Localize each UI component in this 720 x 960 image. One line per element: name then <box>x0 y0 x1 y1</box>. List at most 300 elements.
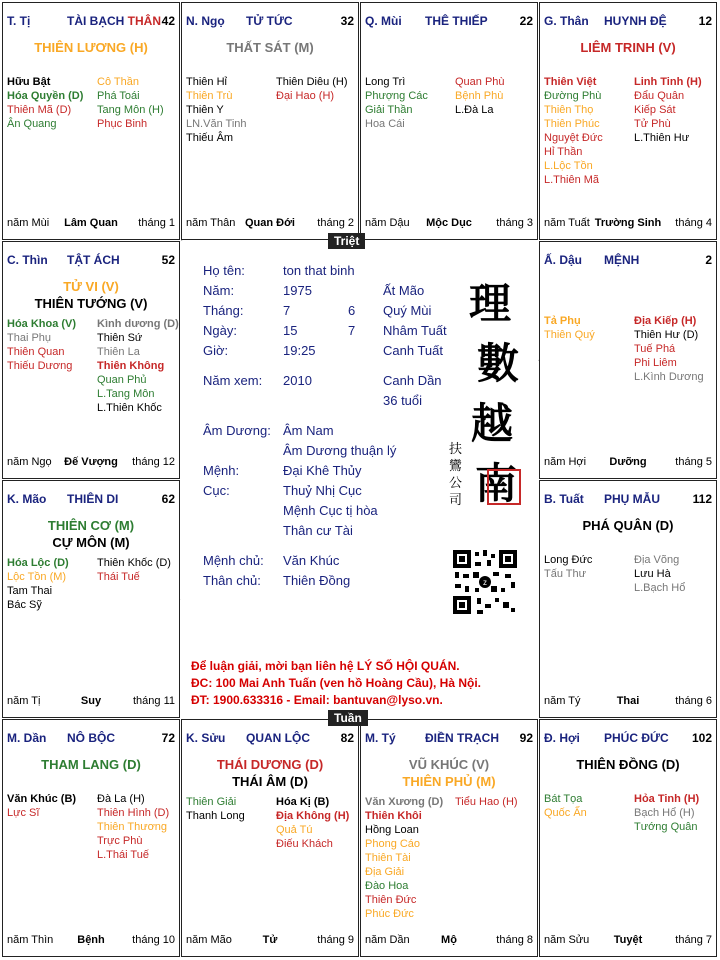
minor-star: Thiên Đức <box>365 894 417 906</box>
palace-suu[interactable] <box>181 719 359 957</box>
minor-star: Địa Kiếp (H) <box>634 315 697 327</box>
minor-star: Long Đức <box>544 554 593 566</box>
palace-number: 12 <box>698 14 712 28</box>
minor-star: Hóa Kị (B) <box>276 796 330 808</box>
contact-line-1: Để luận giải, mời bạn liên hệ LÝ SỐ HỘI QUÁN. <box>191 659 460 673</box>
minor-stars-left <box>544 792 587 820</box>
month-lunar: 6 <box>348 303 356 318</box>
palace-year: năm Hợi <box>544 456 587 468</box>
minor-star: Hóa Lộc (D) <box>7 557 69 569</box>
minor-star: Thiên Tài <box>365 852 411 864</box>
contact-line-2: ĐC: 100 Mai Anh Tuấn (ven hồ Hoàng Cầu), Hà Nội. <box>191 676 482 690</box>
palace-extra: THÂN <box>127 14 161 28</box>
minor-star: Lực Sĩ <box>7 807 40 819</box>
minor-star: Đường Phù <box>544 90 602 102</box>
palace-footer <box>544 456 712 470</box>
palace-footer <box>365 934 533 948</box>
minor-star: Thiên Hư (D) <box>634 329 699 341</box>
minor-star: Thiên Hình (D) <box>97 807 170 819</box>
minor-stars-left <box>7 75 83 131</box>
minor-star: Tấu Thư <box>544 568 587 580</box>
palace-dan[interactable] <box>2 719 180 957</box>
palace-number: 82 <box>340 731 354 745</box>
palace-title: TÀI BẠCH <box>67 14 125 28</box>
palace-dau[interactable] <box>539 241 717 479</box>
minor-star: Bát Tọa <box>544 793 583 805</box>
minor-stars-right <box>634 75 702 145</box>
contact-line-3: ĐT: 1900.633316 - Email: bantuvan@lyso.vn. <box>191 693 443 707</box>
minor-star: Thiên Trù <box>186 90 233 102</box>
minor-star: Lưu Hà <box>634 568 671 580</box>
hour-value: 19:25 <box>283 343 316 358</box>
palace-header <box>365 731 533 747</box>
tuan-badge: Tuần <box>328 710 368 726</box>
palace-month: tháng 1 <box>138 217 175 229</box>
minor-star: Thiên Diêu (H) <box>276 76 348 88</box>
palace-hoi[interactable] <box>539 719 717 957</box>
palace-month: tháng 8 <box>496 934 533 946</box>
minor-star: Tuế Phá <box>634 343 676 355</box>
minor-stars-left <box>7 556 69 612</box>
palace-header <box>186 731 354 747</box>
palace-month: tháng 2 <box>317 217 354 229</box>
menh-chu-label: Mệnh chủ: <box>203 553 264 568</box>
palace-title: TỬ TỨC <box>246 14 293 28</box>
palace-number: 2 <box>705 253 712 267</box>
minor-stars-right <box>97 792 169 862</box>
palace-branch: C. Thìn <box>7 253 48 267</box>
palace-name <box>67 492 118 506</box>
palace-name <box>67 253 120 267</box>
palace-number: 112 <box>692 492 712 506</box>
minor-star: Nguyệt Đức <box>544 132 603 144</box>
minor-star: L.Thiên Mã <box>544 174 600 186</box>
palace-header <box>544 731 712 747</box>
year-label: Năm: <box>203 283 235 298</box>
palace-number: 22 <box>519 14 533 28</box>
palace-year: năm Ngọ <box>7 456 52 468</box>
seal-icon <box>487 469 521 505</box>
minor-star: Thiên La <box>97 346 140 358</box>
cuc-label: Cục: <box>203 483 230 498</box>
minor-star: Thai Phụ <box>7 332 52 344</box>
palace-life-stage: Thai <box>616 695 640 707</box>
palace-branch: B. Tuất <box>544 492 584 506</box>
minor-star: Thiên Y <box>186 104 224 116</box>
month-can: Quý Mùi <box>383 303 432 318</box>
palace-footer <box>7 695 175 709</box>
main-star: THIÊN PHỦ (M) <box>402 774 496 789</box>
minor-star: Ân Quang <box>7 118 57 130</box>
palace-header <box>7 492 175 508</box>
palace-month: tháng 9 <box>317 934 354 946</box>
palace-name <box>246 14 293 28</box>
palace-footer <box>7 456 175 470</box>
minor-star: Thiên Thương <box>97 821 168 833</box>
palace-branch: T. Tị <box>7 14 31 28</box>
minor-star: Tiểu Hao (H) <box>455 796 518 808</box>
minor-star: Phúc Đức <box>365 908 414 920</box>
palace-header <box>544 14 712 30</box>
main-star: CỰ MÔN (M) <box>52 535 130 550</box>
minor-star: Thiên Khôi <box>365 810 422 822</box>
minor-star: Quốc Ấn <box>544 807 587 819</box>
palace-header <box>7 14 175 30</box>
palace-month: tháng 5 <box>675 456 712 468</box>
main-star: THAM LANG (D) <box>41 757 141 772</box>
minor-star: LN.Văn Tinh <box>186 118 247 130</box>
minor-stars-left <box>544 314 595 342</box>
main-star: LIÊM TRINH (V) <box>580 40 676 55</box>
palace-number: 62 <box>161 492 175 506</box>
amduong-value: Âm Nam <box>283 423 334 438</box>
palace-year: năm Tị <box>7 695 41 707</box>
minor-star: L.Tang Môn <box>97 388 155 400</box>
palace-header <box>7 731 175 747</box>
minor-stars-right <box>97 317 179 415</box>
minor-star: Thiên Giải <box>186 796 237 808</box>
minor-star: L.Thái Tuế <box>97 849 149 861</box>
minor-stars-right <box>455 795 518 809</box>
palace-footer <box>544 934 712 948</box>
palace-month: tháng 12 <box>132 456 175 468</box>
minor-star: Đại Hao (H) <box>276 90 335 102</box>
palace-month: tháng 3 <box>496 217 533 229</box>
than-chu-label: Thân chủ: <box>203 573 261 588</box>
palace-title: QUAN LỘC <box>246 731 310 745</box>
palace-life-stage: Dưỡng <box>609 456 647 468</box>
palace-name <box>604 492 660 506</box>
palace-year: năm Sửu <box>544 934 590 946</box>
palace-name <box>604 731 669 745</box>
main-star: THIÊN CƠ (M) <box>47 518 135 533</box>
minor-star: Thiên Hỉ <box>186 76 227 88</box>
amduong-value-2: Âm Dương thuận lý <box>283 443 397 458</box>
main-star: THÁI ÂM (D) <box>232 774 308 789</box>
minor-star: Trực Phù <box>97 835 143 847</box>
palace-life-stage: Mộc Dục <box>426 217 472 229</box>
palace-number: 32 <box>340 14 354 28</box>
palace-footer <box>7 934 175 948</box>
minor-stars-left <box>544 75 603 187</box>
palace-year: năm Tuất <box>544 217 590 229</box>
minor-star: Phục Binh <box>97 118 148 130</box>
palace-year: năm Dậu <box>365 217 410 229</box>
hour-label: Giờ: <box>203 343 229 358</box>
minor-star: L.Lộc Tồn <box>544 160 593 172</box>
palace-header <box>186 14 354 30</box>
palace-life-stage: Tử <box>262 934 278 946</box>
palace-month: tháng 4 <box>675 217 712 229</box>
minor-star: Hóa Khoa (V) <box>7 318 77 330</box>
minor-stars-left <box>186 795 245 823</box>
minor-stars-left <box>365 795 443 921</box>
palace-life-stage: Mộ <box>441 934 457 946</box>
view-year-value: 2010 <box>283 373 312 388</box>
minor-stars-left <box>365 75 428 131</box>
palace-ty[interactable] <box>360 719 538 957</box>
minor-star: Long Trì <box>365 76 406 88</box>
svg-text:z: z <box>483 578 487 587</box>
minor-star: Thái Tuế <box>97 571 140 583</box>
minor-star: Cô Thần <box>97 76 139 88</box>
palace-life-stage: Đế Vượng <box>64 456 118 468</box>
minor-star: Thiên Khốc (D) <box>97 557 171 569</box>
minor-stars-right <box>276 795 349 851</box>
minor-stars-left <box>7 792 76 820</box>
minor-star: Thiếu Dương <box>7 360 73 372</box>
main-stars <box>182 39 358 56</box>
minor-star: Thiên Thọ <box>544 104 594 116</box>
palace-number: 42 <box>161 14 175 28</box>
palace-title: THÊ THIẾP <box>425 14 488 28</box>
palace-mui[interactable] <box>360 2 538 240</box>
palace-title: THIÊN DI <box>67 492 119 506</box>
minor-star: Đà La (H) <box>97 793 145 805</box>
minor-star: Phá Toái <box>97 90 140 102</box>
logo-char-1: 理 <box>469 279 512 328</box>
palace-title: NÔ BỘC <box>67 731 115 745</box>
day-lunar: 7 <box>348 323 356 338</box>
minor-star: Hỏa Tinh (H) <box>634 793 700 805</box>
cuc-value-3: Thân cư Tài <box>283 523 353 538</box>
year-value: 1975 <box>283 283 312 298</box>
palace-than[interactable] <box>539 2 717 240</box>
main-stars <box>3 39 179 56</box>
minor-star: Thiên Sứ <box>97 332 143 344</box>
palace-life-stage: Quan Đới <box>245 217 295 229</box>
logo-char-3: 越 <box>471 399 514 448</box>
palace-year: năm Tý <box>544 695 581 707</box>
palace-thin[interactable] <box>2 241 180 479</box>
palace-number: 92 <box>519 731 533 745</box>
minor-star: L.Đà La <box>455 104 494 116</box>
minor-star: Kình dương (D) <box>97 318 179 330</box>
minor-star: L.Thiên Khốc <box>97 402 162 414</box>
palace-branch: Đ. Hợi <box>544 731 580 745</box>
minor-stars-right <box>97 556 171 584</box>
palace-branch: Q. Mùi <box>365 14 402 28</box>
than-chu-value: Thiên Đồng <box>283 573 351 588</box>
minor-stars-left <box>7 317 76 373</box>
palace-year: năm Dần <box>365 934 410 946</box>
palace-name <box>425 731 499 745</box>
main-stars <box>182 756 358 790</box>
minor-star: Linh Tinh (H) <box>634 76 702 88</box>
minor-star: Thiên Việt <box>544 76 597 88</box>
palace-name <box>604 14 667 28</box>
palace-name <box>425 14 488 28</box>
palace-branch: G. Thân <box>544 14 589 28</box>
palace-header <box>365 14 533 30</box>
palace-year: năm Mão <box>186 934 232 946</box>
main-stars <box>3 278 179 312</box>
palace-branch: Ấ. Dậu <box>544 253 583 267</box>
minor-star: Tướng Quân <box>634 821 698 833</box>
triet-badge: Triệt <box>328 233 365 249</box>
palace-title: ĐIỀN TRẠCH <box>425 731 499 745</box>
palace-header <box>544 253 712 269</box>
palace-year: năm Thìn <box>7 934 54 946</box>
minor-star: Thiên Quan <box>7 346 65 358</box>
palace-life-stage: Suy <box>80 695 102 707</box>
main-star: THIÊN ĐỒNG (D) <box>576 757 680 772</box>
minor-star: Văn Xương (D) <box>365 796 444 808</box>
minor-star: L.Kình Dương <box>634 371 704 383</box>
minor-star: L.Bạch Hổ <box>634 582 686 594</box>
main-stars <box>3 756 179 773</box>
day-can: Nhâm Tuất <box>383 323 447 338</box>
palace-month: tháng 6 <box>675 695 712 707</box>
year-can: Ất Mão <box>383 283 425 298</box>
minor-star: Thiếu Âm <box>186 132 234 144</box>
minor-star: Kiếp Sát <box>634 104 676 116</box>
palace-title: MỆNH <box>604 253 640 267</box>
minor-star: Văn Khúc (B) <box>7 793 77 805</box>
palace-year: năm Mùi <box>7 217 50 229</box>
view-year-can: Canh Dần <box>383 373 442 388</box>
menh-label: Mệnh: <box>203 463 240 478</box>
main-stars <box>3 517 179 551</box>
minor-star: Đẩu Quân <box>634 90 685 102</box>
palace-ti[interactable] <box>2 2 180 240</box>
logo-char-2: 數 <box>477 339 520 388</box>
minor-star: Địa Võng <box>634 554 680 566</box>
palace-month: tháng 11 <box>132 695 175 707</box>
palace-header <box>544 492 712 508</box>
minor-star: Bạch Hổ (H) <box>634 807 695 819</box>
minor-star: Tang Môn (H) <box>97 104 164 116</box>
palace-life-stage: Bệnh <box>77 934 105 946</box>
minor-star: Phi Liêm <box>634 357 677 369</box>
name-value: ton that binh <box>283 263 355 278</box>
menh-chu-value: Văn Khúc <box>283 553 340 568</box>
minor-stars-left <box>186 75 247 145</box>
palace-name <box>67 14 161 28</box>
amduong-label: Âm Dương: <box>203 423 271 438</box>
minor-star: Thiên Không <box>97 360 165 372</box>
minor-star: Quan Phù <box>455 76 505 88</box>
palace-year: năm Thân <box>186 217 236 229</box>
logo-char-4: 南 <box>475 459 518 508</box>
palace-life-stage: Lâm Quan <box>64 217 118 229</box>
menh-value: Đại Khê Thủy <box>283 463 362 478</box>
month-label: Tháng: <box>203 303 244 318</box>
palace-footer <box>186 217 354 231</box>
minor-star: Tử Phù <box>634 118 671 130</box>
palace-month: tháng 7 <box>675 934 712 946</box>
main-stars <box>540 39 716 56</box>
main-star: THIÊN LƯƠNG (H) <box>34 40 148 55</box>
day-label: Ngày: <box>203 323 237 338</box>
palace-name <box>604 253 639 267</box>
minor-star: L.Thiên Hư <box>634 132 690 144</box>
main-star: THÁI DƯƠNG (D) <box>216 757 324 772</box>
minor-star: Địa Giải <box>365 866 405 878</box>
palace-number: 102 <box>691 731 712 745</box>
minor-star: Hóa Quyền (D) <box>7 90 84 102</box>
palace-footer <box>186 934 354 948</box>
palace-branch: M. Tý <box>365 731 396 745</box>
cuc-value-2: Mệnh Cục tị hòa <box>283 503 378 518</box>
name-label: Họ tên: <box>203 263 245 278</box>
minor-star: Giải Thần <box>365 104 413 116</box>
minor-stars-right <box>634 314 704 384</box>
month-value: 7 <box>283 303 291 318</box>
palace-title: HUYNH ĐỆ <box>604 14 667 28</box>
minor-star: Hỉ Thần <box>544 146 583 158</box>
day-value: 15 <box>283 323 298 338</box>
minor-star: Thiên Phúc <box>544 118 600 130</box>
main-star: THẤT SÁT (M) <box>226 40 314 55</box>
cuc-value: Thuỷ Nhị Cục <box>283 483 362 498</box>
minor-star: Hoa Cái <box>365 118 405 130</box>
minor-star: Tam Thai <box>7 585 53 597</box>
main-stars <box>540 517 716 534</box>
main-star: THIÊN TƯỚNG (V) <box>34 296 148 311</box>
palace-name <box>246 731 310 745</box>
minor-star: Thiên Quý <box>544 329 595 341</box>
qr-code-icon <box>451 548 519 616</box>
palace-branch: K. Sửu <box>186 731 226 745</box>
hour-can: Canh Tuất <box>383 343 443 358</box>
center-info-panel <box>181 241 538 718</box>
minor-star: Điếu Khách <box>276 838 333 850</box>
main-star: PHÁ QUÂN (D) <box>582 518 674 533</box>
main-star: TỬ VI (V) <box>63 279 119 294</box>
palace-month: tháng 10 <box>132 934 175 946</box>
minor-stars-left <box>544 553 592 581</box>
minor-star: Bác Sỹ <box>7 599 42 611</box>
minor-stars-right <box>634 553 685 595</box>
minor-stars-right <box>97 75 164 131</box>
main-stars <box>540 756 716 773</box>
minor-star: Quan Phủ <box>97 374 147 386</box>
minor-star: Thanh Long <box>186 810 245 822</box>
palace-name <box>67 731 115 745</box>
palace-branch: N. Ngọ <box>186 14 225 28</box>
main-star: VŨ KHÚC (V) <box>408 757 490 772</box>
palace-ngo[interactable] <box>181 2 359 240</box>
logo-side-text: 扶鸞公司 <box>449 442 463 508</box>
palace-title: PHỤ MẪU <box>604 492 660 506</box>
minor-star: Đào Hoa <box>365 880 409 892</box>
minor-star: Hữu Bật <box>7 76 51 88</box>
palace-footer <box>544 217 712 231</box>
minor-stars-right <box>455 75 505 117</box>
palace-tuat[interactable] <box>539 480 717 718</box>
palace-branch: M. Dần <box>7 731 47 745</box>
minor-star: Phong Cáo <box>365 838 421 850</box>
palace-title: PHÚC ĐỨC <box>604 731 669 745</box>
minor-star: Lộc Tồn (M) <box>7 571 67 583</box>
palace-life-stage: Tuyệt <box>613 934 643 946</box>
palace-life-stage: Trường Sinh <box>594 217 662 229</box>
palace-number: 72 <box>161 731 175 745</box>
minor-star: Phượng Các <box>365 90 428 102</box>
minor-star: Thiên Mã (D) <box>7 104 72 116</box>
palace-footer <box>7 217 175 231</box>
minor-star: Hồng Loan <box>365 824 419 836</box>
minor-stars-right <box>634 792 699 834</box>
age-value: 36 tuổi <box>383 393 423 408</box>
minor-stars-right <box>276 75 348 103</box>
palace-number: 52 <box>161 253 175 267</box>
palace-branch: K. Mão <box>7 492 47 506</box>
main-stars <box>361 756 537 790</box>
palace-title: TẬT ÁCH <box>67 253 120 267</box>
palace-mao[interactable] <box>2 480 180 718</box>
